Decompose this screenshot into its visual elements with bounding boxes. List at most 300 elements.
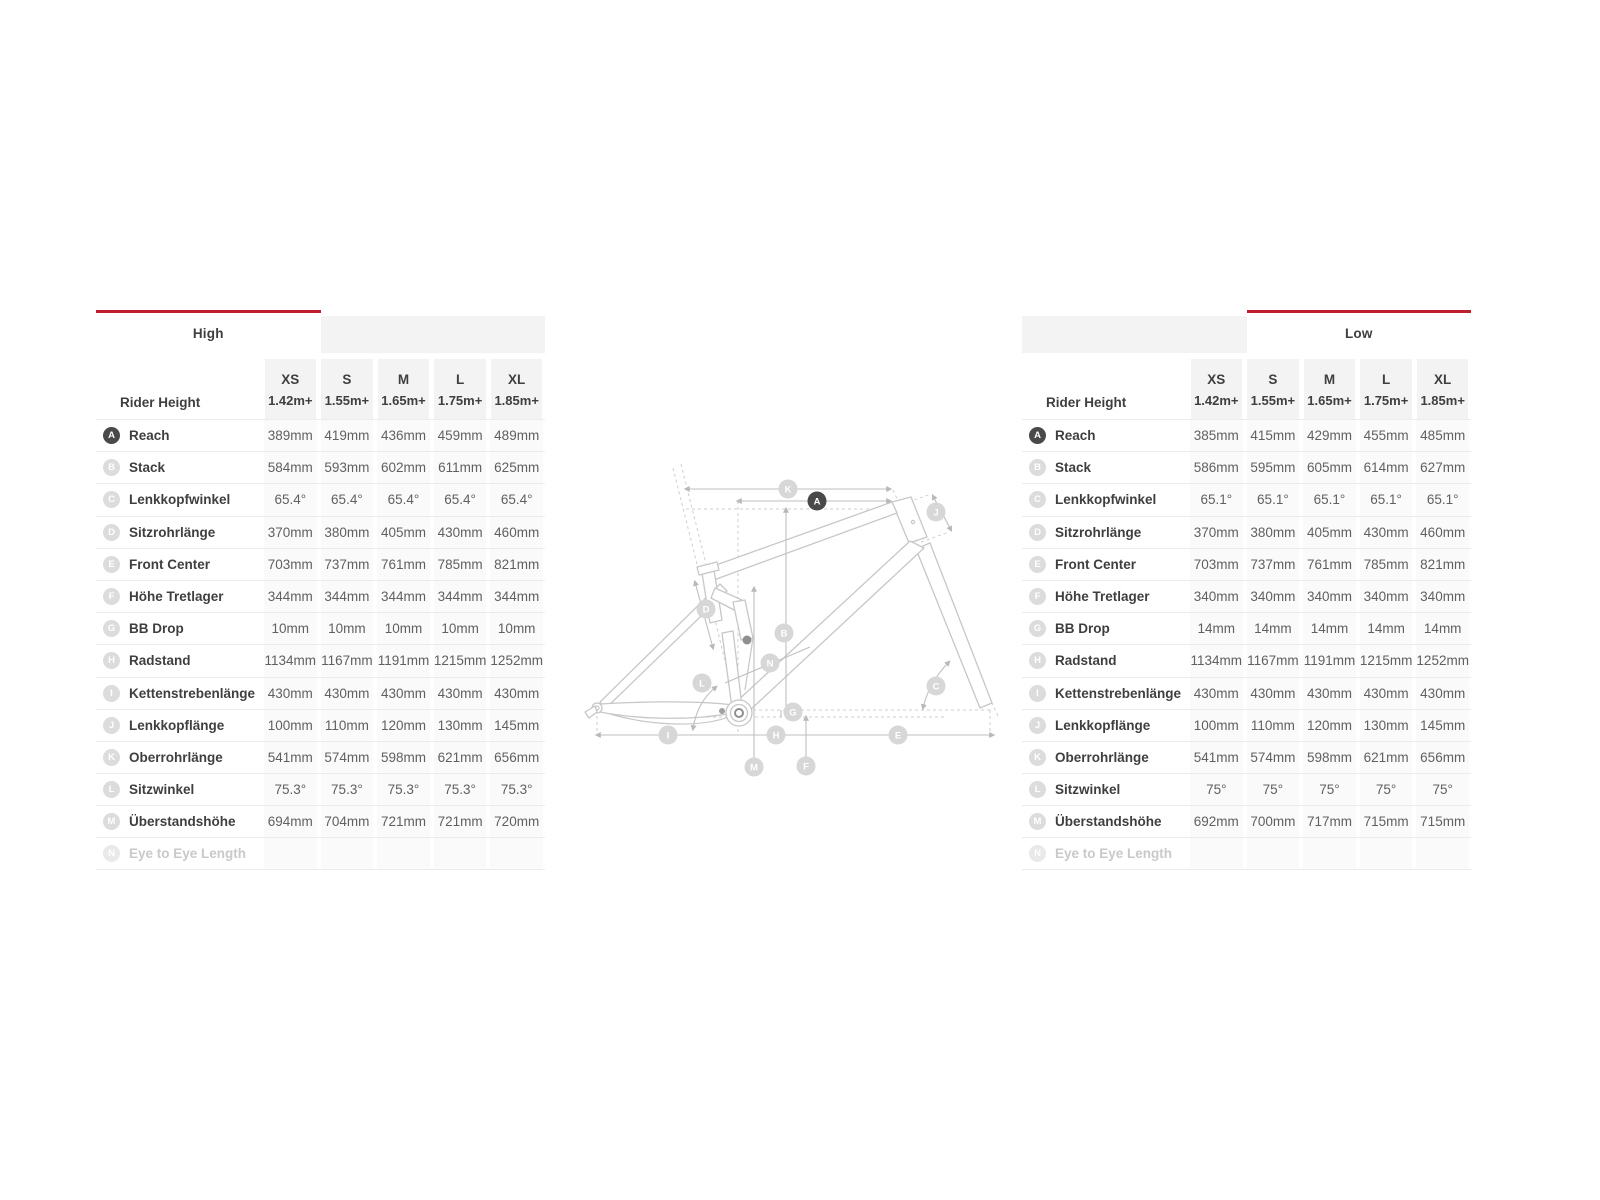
size-label: M (1323, 372, 1336, 387)
geometry-row-j (1022, 709, 1471, 741)
geometry-value-cell: 130mm (432, 710, 489, 741)
geometry-value-cell: 1191mm (375, 645, 432, 676)
geometry-value-cell: 430mm (262, 678, 319, 709)
geometry-value-cell: 14mm (1414, 613, 1471, 644)
diagram-badge-d (697, 600, 716, 619)
row-label (96, 549, 262, 580)
geometry-row-e (96, 548, 545, 580)
row-label (96, 452, 262, 483)
geometry-value-cell: 65.1° (1188, 484, 1245, 515)
geometry-value-cell: 821mm (1414, 549, 1471, 580)
row-label-text: BB Drop (129, 621, 184, 637)
row-letter-badge: I (103, 685, 120, 702)
rider-height-value: 1.85m+ (494, 393, 539, 408)
geometry-value-cell: 10mm (432, 613, 489, 644)
geometry-value-cell: 65.1° (1245, 484, 1302, 515)
row-label (96, 710, 262, 741)
geometry-value-cell: 605mm (1301, 452, 1358, 483)
size-column-header-xs (1191, 359, 1243, 419)
size-column-header-xl (1417, 359, 1469, 419)
rider-height-value: 1.75m+ (1363, 393, 1409, 408)
geometry-value-cell: 110mm (319, 710, 376, 741)
row-label (96, 742, 262, 773)
row-label-text: Sitzwinkel (129, 782, 195, 798)
geometry-value-cell: 14mm (1188, 613, 1245, 644)
geometry-row-i (1022, 677, 1471, 709)
row-label (96, 774, 262, 805)
rider-height-value: 1.65m+ (1307, 393, 1352, 408)
geometry-value-cell: 430mm (319, 678, 376, 709)
row-letter-badge: F (1029, 588, 1046, 605)
row-letter-badge: L (103, 781, 120, 798)
geometry-value-cell: 721mm (375, 806, 432, 837)
geometry-value-cell: 593mm (319, 452, 376, 483)
geometry-row-k (1022, 741, 1471, 773)
svg-text:A: A (813, 496, 821, 508)
dimension-lines (597, 489, 993, 767)
size-label: XL (508, 372, 526, 387)
tab-low-inactive[interactable] (321, 316, 546, 353)
size-label: M (397, 372, 410, 387)
row-letter-badge: C (1029, 491, 1046, 508)
geometry-value-cell: 65.1° (1358, 484, 1415, 515)
svg-text:F: F (803, 761, 809, 773)
geometry-value-cell: 344mm (432, 581, 489, 612)
row-label-text: Lenkkopflänge (129, 717, 225, 733)
row-letter-badge: M (103, 813, 120, 830)
geometry-table-low (1022, 310, 1471, 870)
size-column-header-m (1304, 359, 1356, 419)
geometry-value-cell: 1215mm (432, 645, 489, 676)
svg-text:H: H (772, 730, 780, 742)
row-label (1022, 742, 1188, 773)
geometry-value-cell: 389mm (262, 420, 319, 451)
diagram-badge-j (927, 503, 946, 522)
row-label (96, 517, 262, 548)
rider-height-value: 1.65m+ (381, 393, 426, 408)
geometry-value-cell: 430mm (432, 517, 489, 548)
geometry-row-f (1022, 580, 1471, 612)
rider-height-value: 1.75m+ (437, 393, 483, 408)
geometry-value-cell: 656mm (488, 742, 545, 773)
row-label (1022, 517, 1188, 548)
rider-height-value: 1.55m+ (1250, 393, 1296, 408)
row-label (1022, 774, 1188, 805)
tab-low[interactable] (1247, 310, 1472, 353)
size-label: L (1381, 372, 1391, 387)
row-label-text: Lenkkopflänge (1055, 717, 1151, 733)
geometry-value-cell: 344mm (375, 581, 432, 612)
row-letter-badge: H (1029, 652, 1046, 669)
size-label: XS (1207, 372, 1226, 387)
geometry-value-cell: 340mm (1358, 581, 1415, 612)
geometry-value-cell: 75.3° (319, 774, 376, 805)
row-label (96, 420, 262, 451)
geometry-row-e (1022, 548, 1471, 580)
geometry-value-cell: 344mm (262, 581, 319, 612)
diagram-badge-l (693, 674, 712, 693)
row-label-text: Überstandshöhe (129, 814, 236, 830)
geometry-value-cell: 75.3° (375, 774, 432, 805)
geometry-value-cell: 598mm (1301, 742, 1358, 773)
geometry-value-cell: 541mm (1188, 742, 1245, 773)
row-letter-badge: C (103, 491, 120, 508)
geometry-value-cell: 614mm (1358, 452, 1415, 483)
row-letter-badge: K (1029, 749, 1046, 766)
geometry-value-cell: 344mm (319, 581, 376, 612)
geometry-value-cell: 340mm (1301, 581, 1358, 612)
row-letter-badge: G (1029, 620, 1046, 637)
row-letter-badge: E (103, 556, 120, 573)
size-column-header-m (378, 359, 430, 419)
svg-text:D: D (702, 604, 710, 616)
row-label (96, 806, 262, 837)
size-column-header-l (434, 359, 486, 419)
geometry-row-l (1022, 773, 1471, 805)
size-label: L (455, 372, 465, 387)
svg-text:L: L (699, 678, 705, 690)
geometry-value-cell: 625mm (488, 452, 545, 483)
svg-text:N: N (766, 658, 774, 670)
diagram-badge-g (784, 703, 803, 722)
row-label (1022, 581, 1188, 612)
row-letter-badge: E (1029, 556, 1046, 573)
row-label-text: Radstand (1055, 653, 1117, 669)
row-label (96, 484, 262, 515)
row-letter-badge: A (1029, 427, 1046, 444)
geometry-row-d (96, 516, 545, 548)
geometry-value-cell: 656mm (1414, 742, 1471, 773)
row-label-text: Lenkkopfwinkel (1055, 492, 1157, 508)
geometry-value-cell: 715mm (1414, 806, 1471, 837)
diagram-badge-a (808, 492, 827, 511)
geometry-value-cell (1358, 838, 1415, 868)
row-label (96, 581, 262, 612)
row-label-text: Front Center (129, 556, 210, 572)
size-label: XS (281, 372, 300, 387)
row-letter-badge: B (1029, 459, 1046, 476)
geometry-value-cell: 785mm (1358, 549, 1415, 580)
row-label (1022, 420, 1188, 451)
geometry-row-a (1022, 419, 1471, 451)
row-label (1022, 452, 1188, 483)
table-body (96, 419, 545, 870)
row-letter-badge: K (103, 749, 120, 766)
geometry-value-cell: 574mm (319, 742, 376, 773)
geometry-row-b (1022, 451, 1471, 483)
row-label-text: Kettenstrebenlänge (1055, 685, 1182, 701)
geometry-value-cell: 694mm (262, 806, 319, 837)
geometry-row-f (96, 580, 545, 612)
row-letter-badge: H (103, 652, 120, 669)
geometry-value-cell: 10mm (488, 613, 545, 644)
row-label (1022, 710, 1188, 741)
geometry-value-cell: 1252mm (1414, 645, 1471, 676)
row-label-text: Front Center (1055, 556, 1136, 572)
rider-height-value: 1.85m+ (1420, 393, 1465, 408)
geometry-value-cell: 1167mm (319, 645, 376, 676)
row-letter-badge: N (103, 845, 120, 862)
geometry-value-cell: 430mm (1301, 678, 1358, 709)
geometry-value-cell: 430mm (375, 678, 432, 709)
row-label-text: Höhe Tretlager (1055, 589, 1150, 605)
row-letter-badge: B (103, 459, 120, 476)
row-label-text: Oberrohrlänge (129, 749, 223, 765)
size-column-header-l (1360, 359, 1412, 419)
geometry-value-cell: 621mm (432, 742, 489, 773)
geometry-value-cell: 460mm (1414, 517, 1471, 548)
geometry-value-cell: 65.4° (262, 484, 319, 515)
geometry-value-cell: 65.1° (1301, 484, 1358, 515)
tab-bar (1022, 310, 1471, 353)
row-label-text: Überstandshöhe (1055, 814, 1162, 830)
tab-low-label: Low (1344, 325, 1373, 341)
row-letter-badge: D (103, 524, 120, 541)
row-label-text: Stack (1055, 460, 1092, 476)
row-label (1022, 806, 1188, 837)
geometry-value-cell: 430mm (1188, 678, 1245, 709)
geometry-value-cell: 10mm (319, 613, 376, 644)
geometry-value-cell: 75° (1188, 774, 1245, 805)
geometry-value-cell: 761mm (375, 549, 432, 580)
geometry-row-c (1022, 483, 1471, 515)
geometry-value-cell: 370mm (1188, 517, 1245, 548)
geometry-row-l (96, 773, 545, 805)
geometry-row-m (1022, 805, 1471, 837)
geometry-value-cell: 485mm (1414, 420, 1471, 451)
geometry-value-cell: 785mm (432, 549, 489, 580)
row-label-text: Sitzrohrlänge (1055, 524, 1142, 540)
geometry-value-cell: 145mm (1414, 710, 1471, 741)
size-column-header-xl (491, 359, 543, 419)
tab-high-inactive[interactable] (1022, 316, 1247, 353)
geometry-value-cell: 75.3° (432, 774, 489, 805)
geometry-value-cell: 737mm (319, 549, 376, 580)
size-label: S (1268, 372, 1278, 387)
geometry-row-g (96, 612, 545, 644)
geometry-value-cell: 130mm (1358, 710, 1415, 741)
row-label (96, 645, 262, 676)
geometry-row-i (96, 677, 545, 709)
table-header (96, 359, 545, 419)
geometry-value-cell: 586mm (1188, 452, 1245, 483)
geometry-row-n (1022, 837, 1471, 869)
row-label (96, 838, 262, 868)
diagram-badge-f (797, 757, 816, 776)
svg-text:K: K (784, 484, 792, 496)
geometry-value-cell: 110mm (1245, 710, 1302, 741)
size-label: S (342, 372, 352, 387)
geometry-value-cell: 703mm (1188, 549, 1245, 580)
geometry-value-cell: 430mm (1245, 678, 1302, 709)
geometry-value-cell: 75° (1358, 774, 1415, 805)
geometry-row-m (96, 805, 545, 837)
geometry-value-cell: 75° (1301, 774, 1358, 805)
rider-height-value: 1.42m+ (268, 393, 313, 408)
geometry-value-cell: 627mm (1414, 452, 1471, 483)
geometry-value-cell (1188, 838, 1245, 868)
geometry-value-cell: 430mm (488, 678, 545, 709)
row-letter-badge: F (103, 588, 120, 605)
geometry-value-cell: 385mm (1188, 420, 1245, 451)
geometry-value-cell: 541mm (262, 742, 319, 773)
geometry-row-a (96, 419, 545, 451)
geometry-value-cell (262, 838, 319, 868)
geometry-table-high (96, 310, 545, 870)
geometry-value-cell (375, 838, 432, 868)
geometry-value-cell: 737mm (1245, 549, 1302, 580)
geometry-value-cell: 430mm (1358, 678, 1415, 709)
diagram-badge-h (767, 726, 786, 745)
geometry-value-cell: 720mm (488, 806, 545, 837)
geometry-row-j (96, 709, 545, 741)
geometry-value-cell: 380mm (319, 517, 376, 548)
geometry-value-cell: 14mm (1245, 613, 1302, 644)
row-label-text: Stack (129, 460, 166, 476)
diagram-badge-c (927, 677, 946, 696)
size-label: XL (1434, 372, 1452, 387)
geometry-value-cell: 120mm (1301, 710, 1358, 741)
svg-text:G: G (789, 707, 797, 719)
geometry-value-cell: 120mm (375, 710, 432, 741)
geometry-value-cell: 1191mm (1301, 645, 1358, 676)
tab-high-label: High (192, 325, 224, 341)
geometry-value-cell: 340mm (1414, 581, 1471, 612)
geometry-value-cell: 489mm (488, 420, 545, 451)
geometry-value-cell: 10mm (375, 613, 432, 644)
geometry-row-k (96, 741, 545, 773)
geometry-value-cell (1414, 838, 1471, 868)
geometry-value-cell: 415mm (1245, 420, 1302, 451)
row-label-text: Reach (129, 428, 170, 444)
geometry-row-h (1022, 644, 1471, 676)
geometry-value-cell: 574mm (1245, 742, 1302, 773)
geometry-value-cell: 611mm (432, 452, 489, 483)
geometry-row-c (96, 483, 545, 515)
geometry-value-cell: 65.4° (375, 484, 432, 515)
tab-bar (96, 310, 545, 353)
geometry-value-cell: 455mm (1358, 420, 1415, 451)
geometry-value-cell: 65.4° (319, 484, 376, 515)
row-letter-badge: M (1029, 813, 1046, 830)
geometry-value-cell: 430mm (1414, 678, 1471, 709)
geometry-value-cell: 75.3° (488, 774, 545, 805)
geometry-value-cell: 460mm (488, 517, 545, 548)
geometry-value-cell: 704mm (319, 806, 376, 837)
geometry-value-cell: 1134mm (262, 645, 319, 676)
diagram-badge-e (889, 726, 908, 745)
geometry-value-cell: 14mm (1301, 613, 1358, 644)
geometry-value-cell: 429mm (1301, 420, 1358, 451)
geometry-value-cell: 340mm (1188, 581, 1245, 612)
rider-height-label: Rider Height (120, 395, 201, 410)
svg-text:J: J (933, 507, 939, 519)
row-letter-badge: A (103, 427, 120, 444)
row-label (1022, 484, 1188, 515)
geometry-value-cell: 721mm (432, 806, 489, 837)
geometry-row-h (96, 644, 545, 676)
rider-height-value: 1.42m+ (1194, 393, 1239, 408)
row-label-text: BB Drop (1055, 621, 1110, 637)
geometry-value-cell: 715mm (1358, 806, 1415, 837)
geometry-value-cell: 621mm (1358, 742, 1415, 773)
geometry-value-cell: 700mm (1245, 806, 1302, 837)
row-label-text: Reach (1055, 428, 1096, 444)
size-column-header-xs (265, 359, 317, 419)
row-label (1022, 678, 1188, 709)
diagram-badge-k (779, 480, 798, 499)
geometry-value-cell: 1215mm (1358, 645, 1415, 676)
row-label-text: Sitzrohrlänge (129, 524, 216, 540)
geometry-value-cell: 602mm (375, 452, 432, 483)
geometry-value-cell: 10mm (262, 613, 319, 644)
geometry-value-cell: 100mm (262, 710, 319, 741)
svg-text:I: I (666, 730, 670, 742)
size-column-header-s (321, 359, 373, 419)
row-label (1022, 613, 1188, 644)
row-label (1022, 549, 1188, 580)
geometry-value-cell: 405mm (1301, 517, 1358, 548)
geometry-value-cell: 1134mm (1188, 645, 1245, 676)
row-label-text: Eye to Eye Length (1055, 846, 1173, 862)
geometry-value-cell: 380mm (1245, 517, 1302, 548)
geometry-value-cell (1245, 838, 1302, 868)
geometry-value-cell (488, 838, 545, 868)
geometry-value-cell: 1252mm (488, 645, 545, 676)
geometry-value-cell: 584mm (262, 452, 319, 483)
geometry-value-cell: 430mm (1358, 517, 1415, 548)
geometry-row-b (96, 451, 545, 483)
row-label (1022, 645, 1188, 676)
geometry-value-cell: 459mm (432, 420, 489, 451)
row-label-text: Radstand (129, 653, 191, 669)
row-label-text: Höhe Tretlager (129, 589, 224, 605)
geometry-value-cell: 75.3° (262, 774, 319, 805)
row-letter-badge: J (103, 717, 120, 734)
diagram-badge-i (659, 726, 678, 745)
geometry-value-cell: 692mm (1188, 806, 1245, 837)
geometry-value-cell: 65.4° (432, 484, 489, 515)
row-label (96, 678, 262, 709)
geometry-value-cell: 65.1° (1414, 484, 1471, 515)
geometry-value-cell: 598mm (375, 742, 432, 773)
svg-text:B: B (780, 628, 788, 640)
geometry-value-cell: 65.4° (488, 484, 545, 515)
geometry-value-cell: 344mm (488, 581, 545, 612)
row-letter-badge: L (1029, 781, 1046, 798)
svg-text:E: E (894, 730, 902, 742)
row-letter-badge: J (1029, 717, 1046, 734)
svg-text:M: M (750, 762, 758, 774)
geometry-value-cell: 703mm (262, 549, 319, 580)
geometry-value-cell: 821mm (488, 549, 545, 580)
geometry-value-cell: 595mm (1245, 452, 1302, 483)
geometry-value-cell: 405mm (375, 517, 432, 548)
diagram-badge-n (761, 654, 780, 673)
row-label-text: Sitzwinkel (1055, 782, 1121, 798)
tab-high[interactable] (96, 310, 321, 353)
geometry-value-cell: 100mm (1188, 710, 1245, 741)
geometry-value-cell: 419mm (319, 420, 376, 451)
table-header (1022, 359, 1471, 419)
diagram-badge-m (745, 758, 764, 777)
row-label-text: Eye to Eye Length (129, 846, 247, 862)
geometry-value-cell: 75° (1414, 774, 1471, 805)
row-letter-badge: I (1029, 685, 1046, 702)
rider-height-value: 1.55m+ (324, 393, 370, 408)
diagram-badge-b (775, 624, 794, 643)
row-label-text: Kettenstrebenlänge (129, 685, 256, 701)
